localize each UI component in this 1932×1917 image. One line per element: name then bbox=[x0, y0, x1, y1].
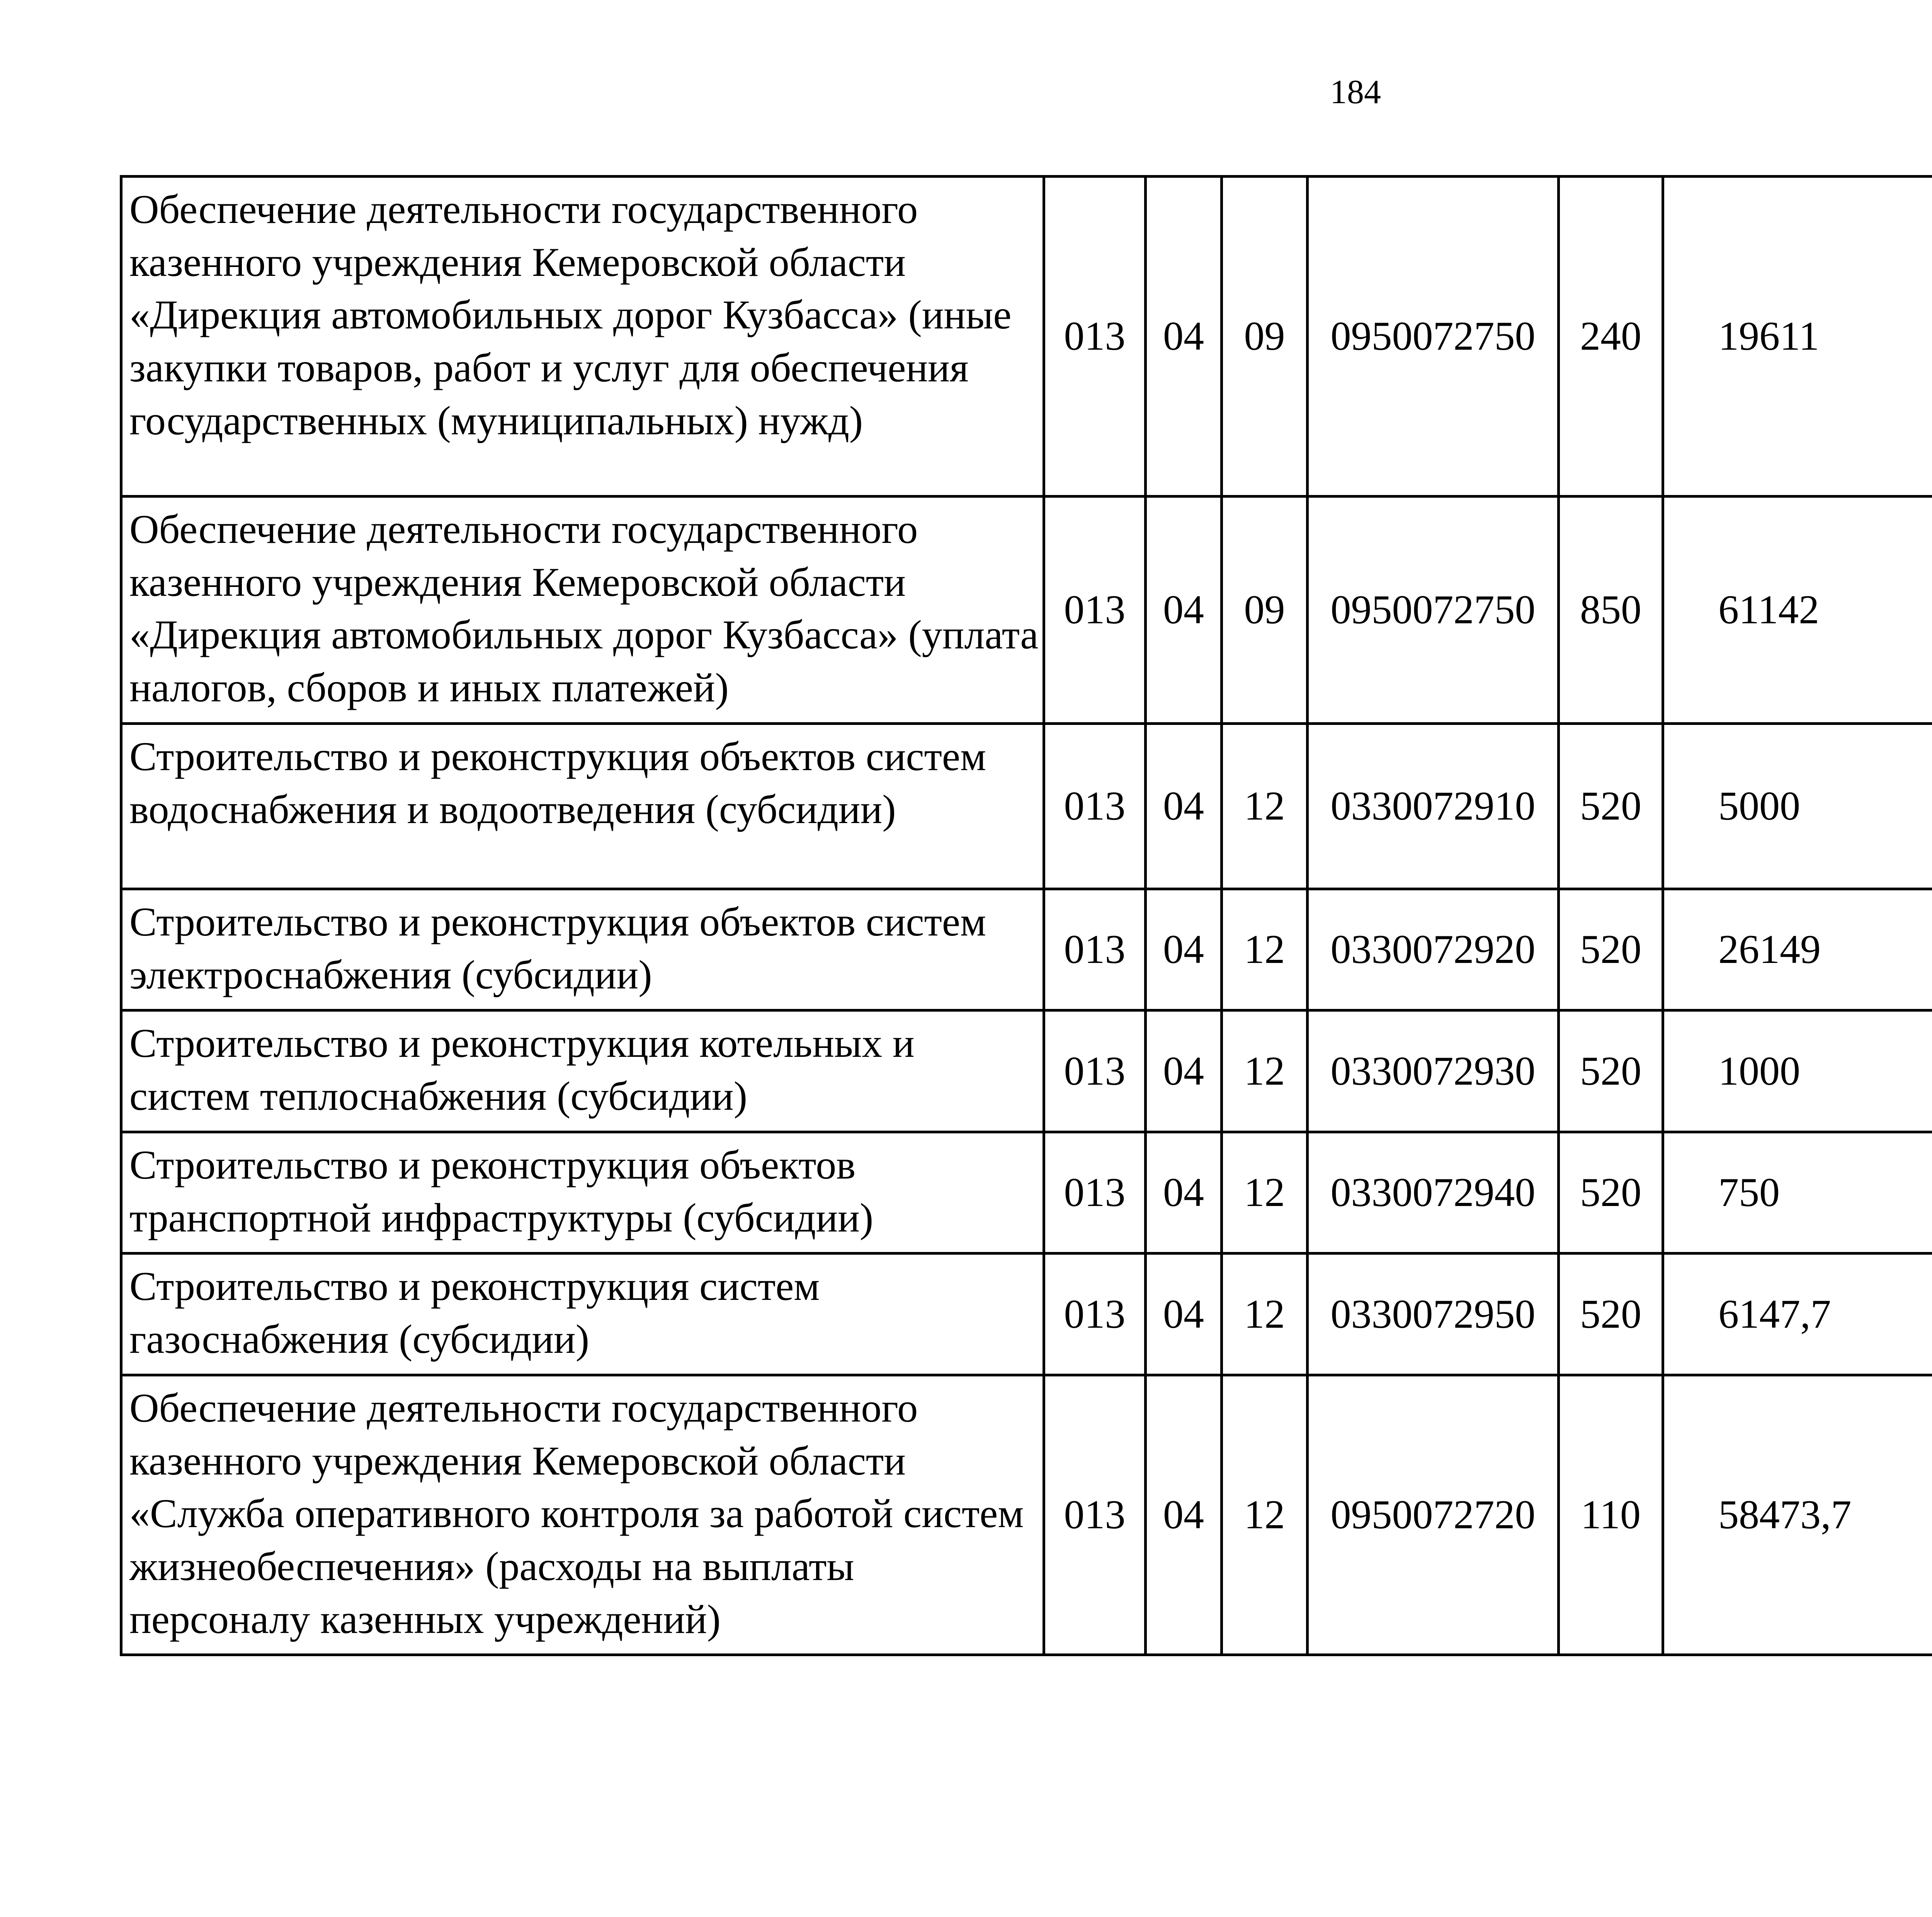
row-amount-1: 1000 bbox=[1663, 1010, 1932, 1132]
row-target-article: 0950072750 bbox=[1308, 177, 1559, 497]
row-description: Обеспечение деятельности государственного казенного учреждения Кемеровской области «Дирекция автомобильных дорог Кузбасса» (иные закупки товаров, работ и услуг для обеспечения государственных (муниципальных) нужд) bbox=[121, 177, 1044, 497]
row-expense-type: 520 bbox=[1559, 1010, 1663, 1132]
row-section-code: 04 bbox=[1146, 723, 1222, 889]
row-description: Строительство и реконструкция котельных и систем теплоснабжения (субсидии) bbox=[121, 1010, 1044, 1132]
page-number: 184 bbox=[1330, 73, 1381, 111]
table-row bbox=[121, 1375, 1932, 1655]
row-expense-type: 520 bbox=[1559, 889, 1663, 1010]
row-target-article: 0330072910 bbox=[1308, 723, 1559, 889]
row-section-code: 04 bbox=[1146, 177, 1222, 497]
row-ministry-code: 013 bbox=[1044, 889, 1146, 1010]
row-subsection-code: 09 bbox=[1222, 497, 1308, 724]
row-section-code: 04 bbox=[1146, 1132, 1222, 1253]
row-amount-1: 61142 bbox=[1663, 497, 1932, 724]
row-description: Обеспечение деятельности государственного казенного учреждения Кемеровской области «Дирекция автомобильных дорог Кузбасса» (уплата налогов, сборов и иных платежей) bbox=[121, 497, 1044, 724]
row-section-code: 04 bbox=[1146, 1254, 1222, 1375]
row-ministry-code: 013 bbox=[1044, 1010, 1146, 1132]
budget-table bbox=[120, 175, 1932, 1656]
row-subsection-code: 09 bbox=[1222, 177, 1308, 497]
row-expense-type: 850 bbox=[1559, 497, 1663, 724]
row-ministry-code: 013 bbox=[1044, 1132, 1146, 1253]
row-description: Обеспечение деятельности государственного казенного учреждения Кемеровской области «Служба оперативного контроля за работой систем жизнеобеспечения» (расходы на выплаты персоналу казенных учреждений) bbox=[121, 1375, 1044, 1655]
table-row bbox=[121, 723, 1932, 889]
row-expense-type: 520 bbox=[1559, 1132, 1663, 1253]
table-row bbox=[121, 497, 1932, 724]
row-section-code: 04 bbox=[1146, 1375, 1222, 1655]
row-section-code: 04 bbox=[1146, 497, 1222, 724]
row-amount-1: 19611 bbox=[1663, 177, 1932, 497]
row-subsection-code: 12 bbox=[1222, 889, 1308, 1010]
row-amount-1: 6147,7 bbox=[1663, 1254, 1932, 1375]
row-ministry-code: 013 bbox=[1044, 177, 1146, 497]
row-amount-1: 26149 bbox=[1663, 889, 1932, 1010]
table-row bbox=[121, 1254, 1932, 1375]
table-row bbox=[121, 1010, 1932, 1132]
row-amount-1: 750 bbox=[1663, 1132, 1932, 1253]
row-subsection-code: 12 bbox=[1222, 1375, 1308, 1655]
row-target-article: 0950072720 bbox=[1308, 1375, 1559, 1655]
row-subsection-code: 12 bbox=[1222, 723, 1308, 889]
row-expense-type: 240 bbox=[1559, 177, 1663, 497]
row-target-article: 0330072950 bbox=[1308, 1254, 1559, 1375]
row-section-code: 04 bbox=[1146, 1010, 1222, 1132]
row-subsection-code: 12 bbox=[1222, 1010, 1308, 1132]
row-target-article: 0330072940 bbox=[1308, 1132, 1559, 1253]
row-target-article: 0950072750 bbox=[1308, 497, 1559, 724]
table-row bbox=[121, 889, 1932, 1010]
row-ministry-code: 013 bbox=[1044, 723, 1146, 889]
row-target-article: 0330072920 bbox=[1308, 889, 1559, 1010]
row-amount-1: 58473,7 bbox=[1663, 1375, 1932, 1655]
row-subsection-code: 12 bbox=[1222, 1132, 1308, 1253]
row-description: Строительство и реконструкция объектов систем электроснабжения (субсидии) bbox=[121, 889, 1044, 1010]
row-expense-type: 520 bbox=[1559, 1254, 1663, 1375]
row-amount-1: 5000 bbox=[1663, 723, 1932, 889]
row-expense-type: 110 bbox=[1559, 1375, 1663, 1655]
row-section-code: 04 bbox=[1146, 889, 1222, 1010]
table-body bbox=[121, 177, 1932, 1655]
row-description: Строительство и реконструкция объектов транспортной инфраструктуры (субсидии) bbox=[121, 1132, 1044, 1253]
row-subsection-code: 12 bbox=[1222, 1254, 1308, 1375]
row-ministry-code: 013 bbox=[1044, 1254, 1146, 1375]
row-ministry-code: 013 bbox=[1044, 1375, 1146, 1655]
row-description: Строительство и реконструкция объектов систем водоснабжения и водоотведения (субсидии) bbox=[121, 723, 1044, 889]
table-row bbox=[121, 177, 1932, 497]
table-row bbox=[121, 1132, 1932, 1253]
row-expense-type: 520 bbox=[1559, 723, 1663, 889]
row-target-article: 0330072930 bbox=[1308, 1010, 1559, 1132]
row-description: Строительство и реконструкция систем газоснабжения (субсидии) bbox=[121, 1254, 1044, 1375]
row-ministry-code: 013 bbox=[1044, 497, 1146, 724]
